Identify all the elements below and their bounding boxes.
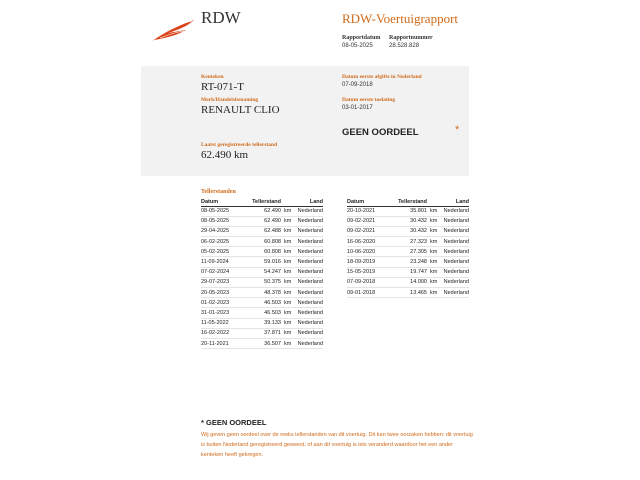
cell-odometer: 62.488 — [249, 226, 281, 236]
report-number-block — [389, 35, 433, 49]
cell-date: 09-02-2021 — [347, 226, 395, 236]
cell-country: Nederland — [441, 216, 469, 226]
cell-odometer: 60.808 — [249, 237, 281, 247]
table-row — [201, 308, 323, 318]
odometer-section-title: Tellerstanden — [201, 189, 236, 195]
table-row — [347, 288, 469, 298]
table-row — [347, 226, 469, 236]
report-date-block — [342, 35, 380, 49]
table-row — [347, 257, 469, 267]
cell-date: 07-09-2018 — [347, 277, 395, 287]
odometer-rows-left — [201, 206, 323, 349]
cell-odometer: 23.248 — [395, 257, 427, 267]
report-title: RDW-Voertuigrapport — [342, 11, 459, 26]
table-row — [201, 267, 323, 277]
table-row — [347, 216, 469, 226]
cell-date: 29-04-2025 — [201, 226, 249, 236]
cell-odometer: 59.016 — [249, 257, 281, 267]
cell-odometer: 13.465 — [395, 288, 427, 298]
cell-odometer: 60.808 — [249, 247, 281, 257]
cell-country: Nederland — [295, 308, 323, 318]
cell-date: 09-02-2021 — [347, 216, 395, 226]
cell-date: 20-10-2021 — [347, 206, 395, 216]
table-header-row — [201, 198, 323, 206]
cell-odometer: 62.490 — [249, 216, 281, 226]
cell-odometer: 27.305 — [395, 247, 427, 257]
cell-date: 08-05-2025 — [201, 216, 249, 226]
cell-date: 20-11-2021 — [201, 338, 249, 348]
cell-unit: km — [427, 288, 441, 298]
last-odometer-value: 62.490 km — [201, 149, 249, 161]
cell-odometer: 46.503 — [249, 298, 281, 308]
cell-odometer: 37.871 — [249, 328, 281, 338]
table-row — [201, 288, 323, 298]
rdw-logo-icon — [148, 16, 196, 44]
cell-country: Nederland — [441, 288, 469, 298]
report-number-value: 28.528.828 — [389, 43, 420, 49]
plate-block — [201, 74, 244, 93]
column-header-date: Datum — [201, 198, 249, 206]
cell-odometer: 46.503 — [249, 308, 281, 318]
cell-country: Nederland — [441, 206, 469, 216]
cell-country: Nederland — [295, 257, 323, 267]
table-row — [201, 226, 323, 236]
table-header-row — [347, 198, 469, 206]
cell-unit: km — [281, 298, 295, 308]
table-row — [347, 277, 469, 287]
cell-odometer: 19.747 — [395, 267, 427, 277]
cell-odometer: 54.247 — [249, 267, 281, 277]
cell-odometer: 27.323 — [395, 237, 427, 247]
cell-country: Nederland — [441, 247, 469, 257]
cell-date: 20-05-2023 — [201, 288, 249, 298]
cell-country: Nederland — [295, 328, 323, 338]
odometer-rows-right — [347, 206, 469, 298]
cell-date: 11-05-2022 — [201, 318, 249, 328]
cell-country: Nederland — [295, 247, 323, 257]
first-nl-value: 07-09-2018 — [342, 82, 373, 88]
cell-unit: km — [281, 247, 295, 257]
cell-unit: km — [281, 288, 295, 298]
table-row — [201, 216, 323, 226]
footnote-title: * GEEN OORDEEL — [201, 418, 267, 427]
cell-unit: km — [281, 206, 295, 216]
cell-date: 15-05-2019 — [347, 267, 395, 277]
verdict-status: GEEN OORDEEL — [342, 127, 419, 138]
cell-unit: km — [427, 216, 441, 226]
cell-date: 11-09-2024 — [201, 257, 249, 267]
report-date-label: Rapportdatum — [342, 35, 381, 41]
cell-country: Nederland — [441, 267, 469, 277]
cell-unit: km — [427, 206, 441, 216]
cell-unit: km — [281, 267, 295, 277]
cell-unit: km — [281, 318, 295, 328]
column-header-unit — [281, 198, 295, 206]
cell-odometer: 48.378 — [249, 288, 281, 298]
cell-country: Nederland — [441, 237, 469, 247]
first-admission-label: Datum eerste toelating — [342, 97, 396, 103]
cell-date: 08-05-2025 — [201, 206, 249, 216]
cell-country: Nederland — [441, 257, 469, 267]
table-row — [201, 257, 323, 267]
cell-odometer: 36.507 — [249, 338, 281, 348]
odometer-table-right — [347, 198, 469, 298]
table-row — [347, 206, 469, 216]
cell-odometer: 50.375 — [249, 277, 281, 287]
cell-unit: km — [281, 216, 295, 226]
table-row — [201, 277, 323, 287]
report-date-value: 08-05-2025 — [342, 43, 373, 49]
cell-country: Nederland — [295, 288, 323, 298]
cell-unit: km — [281, 308, 295, 318]
odometer-table-left — [201, 198, 323, 349]
cell-country: Nederland — [441, 226, 469, 236]
cell-country: Nederland — [295, 206, 323, 216]
verdict-footnote-marker: * — [455, 124, 460, 136]
table-row — [347, 267, 469, 277]
table-row — [201, 298, 323, 308]
make-block — [201, 97, 280, 116]
cell-date: 31-01-2023 — [201, 308, 249, 318]
first-admission-block — [342, 97, 395, 111]
cell-unit: km — [281, 226, 295, 236]
cell-date: 09-01-2018 — [347, 288, 395, 298]
cell-unit: km — [281, 277, 295, 287]
first-admission-value: 03-01-2017 — [342, 105, 373, 111]
first-nl-label: Datum eerste afgifte in Nederland — [342, 74, 422, 80]
cell-odometer: 14.000 — [395, 277, 427, 287]
cell-date: 16-02-2022 — [201, 328, 249, 338]
cell-unit: km — [427, 257, 441, 267]
cell-country: Nederland — [295, 298, 323, 308]
cell-country: Nederland — [295, 267, 323, 277]
cell-odometer: 35.801 — [395, 206, 427, 216]
cell-unit: km — [281, 257, 295, 267]
cell-date: 29-07-2023 — [201, 277, 249, 287]
cell-date: 18-09-2019 — [347, 257, 395, 267]
cell-country: Nederland — [295, 318, 323, 328]
footnote-text: Wij geven geen oordeel over de reeks tellerstanden van dit voertuig. Dit kan twee oorzaken hebben: dit voertuig is buiten Nederland geregistreerd geweest, of aan dit voertuig is iets veranderd waardoor het een ander kenteken heeft gekregen. — [201, 432, 473, 458]
table-row — [201, 328, 323, 338]
plate-value: RT-071-T — [201, 81, 244, 93]
column-header-country: Land — [295, 198, 323, 206]
cell-unit: km — [427, 226, 441, 236]
table-row — [201, 237, 323, 247]
make-label: Merk/Handelsbenaming — [201, 97, 259, 103]
cell-unit: km — [281, 338, 295, 348]
cell-unit: km — [427, 237, 441, 247]
last-odometer-block — [201, 142, 277, 161]
cell-odometer: 30.432 — [395, 216, 427, 226]
cell-date: 10-06-2020 — [347, 247, 395, 257]
cell-odometer: 39.133 — [249, 318, 281, 328]
cell-date: 06-02-2025 — [201, 237, 249, 247]
table-row — [201, 206, 323, 216]
table-row — [347, 237, 469, 247]
brand-name: RDW — [201, 8, 241, 27]
cell-country: Nederland — [441, 277, 469, 287]
cell-date: 01-02-2023 — [201, 298, 249, 308]
make-value: RENAULT CLIO — [201, 104, 280, 116]
cell-unit: km — [281, 237, 295, 247]
cell-country: Nederland — [295, 338, 323, 348]
report-number-label: Rapportnummer — [389, 35, 433, 41]
cell-unit: km — [427, 267, 441, 277]
cell-unit: km — [427, 277, 441, 287]
column-header-country: Land — [441, 198, 469, 206]
table-row — [347, 247, 469, 257]
plate-label: Kenteken — [201, 74, 224, 80]
table-row — [201, 247, 323, 257]
table-row — [201, 318, 323, 328]
first-nl-block — [342, 74, 422, 88]
cell-odometer: 62.490 — [249, 206, 281, 216]
cell-country: Nederland — [295, 216, 323, 226]
cell-date: 07-02-2024 — [201, 267, 249, 277]
column-header-date: Datum — [347, 198, 395, 206]
table-row — [201, 338, 323, 348]
column-header-unit — [427, 198, 441, 206]
cell-country: Nederland — [295, 237, 323, 247]
column-header-odometer: Tellerstand — [249, 198, 281, 206]
cell-unit: km — [427, 247, 441, 257]
cell-date: 16-06-2020 — [347, 237, 395, 247]
cell-odometer: 30.432 — [395, 226, 427, 236]
cell-unit: km — [281, 328, 295, 338]
last-odometer-label: Laatst geregistreerde tellerstand — [201, 142, 278, 148]
cell-date: 05-02-2025 — [201, 247, 249, 257]
cell-country: Nederland — [295, 277, 323, 287]
column-header-odometer: Tellerstand — [395, 198, 427, 206]
cell-country: Nederland — [295, 226, 323, 236]
